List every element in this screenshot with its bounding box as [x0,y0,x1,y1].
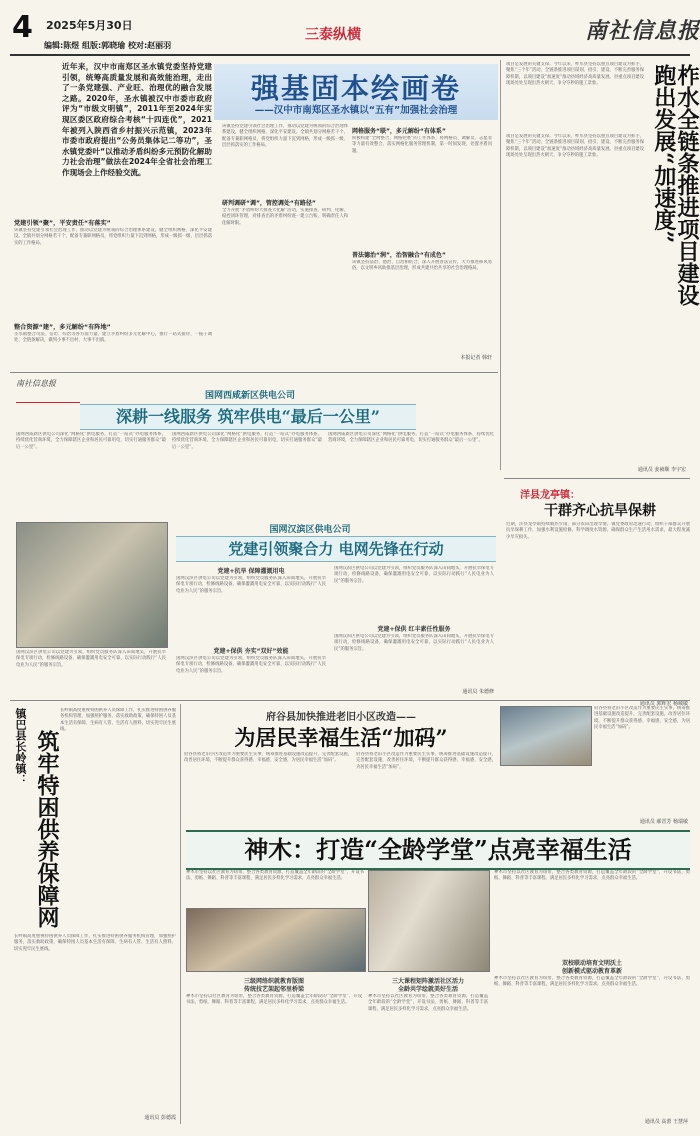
shenmu-sub-1: 三级网络织就教育版图 [243,978,304,985]
lead-col-2: 该镇坚持党建引领社会治理工作，推动以党建为统领的综合治理体系建设，健全组织网格，深化平安建设。全镇共划分网格若干个，配备专兼职网格员，将党组织力量下沉到网格，形成一级抓一级、层层抓落实的工作格局。 [222,124,348,149]
shenmu-credit: 通讯员 高蕾 王慧萍 [644,1119,688,1125]
shenmu-title-bar [186,830,690,870]
section-heading-5: 普法德治“润”，治智融合“有成色” [352,252,446,259]
shenmu-sub-3b: 创新模式驱动教育革新 [561,968,622,975]
section-body-1: 该镇坚持党建引领社会治理工作，推动以党建为统领的综合治理体系建设，健全组织网格，深化平安建设。全镇共划分网格若干个，配备专兼职网格员，将党组织力量下沉到网格，形成一级抓一级、层层抓落实的工作格局。 [14,228,212,246]
hanbin-body-3: 国网汉滨区供电公司以党建为引领，组织党员服务队深入田间地头，开展抗旱保电专项行动，检修线路设备，确保灌溉用电安全可靠，以实际行动践行“人民电业为人民”的服务宗旨。 [334,566,494,584]
shenmu-title: 神木：打造“全龄学堂”点亮幸福生活 [244,835,632,864]
section-body-4: 积极构建“全网整合、网格兜底”的工作体系，将网格员、调解员、志愿者等力量有效整合，落实网格化服务管理机制，第一时间发现、处置矛盾问题。 [352,136,492,154]
hanbin-sub-3: 党建+保供 红丰素任性服务 [377,626,451,633]
zhenba-body-1: 长岭镇高度重视特困供养人员保障工作，扎实推进特困供养服务机构管理，加强照护服务，落实救助政策，确保特困人员基本生活有保障、生病有人管、生活有人照料，切实兜牢民生底线。 [60,708,176,733]
xixian-body-3: 国网西咸新区供电公司深化“网格化”供电服务，打造“一站式”办电服务体系，持续优化营商环境，全力保障辖区企业和居民可靠用电，切实打通服务群众“最后一公里”。 [328,432,494,444]
hanbin-credit: 通讯员 朱德修 [462,689,494,695]
divider-2 [180,704,181,1124]
zhashui-vertical-title: 柞水全链条推进项目建设跑出发展“加速度” [650,64,700,306]
header-rule [10,54,690,56]
hanbin-sub-2: 党建+保供 夯实“双好”效能 [213,648,289,655]
banner-title: 强基固本绘画卷 [250,72,461,105]
lead-credit: 本报记者 韩轩 [460,355,492,361]
mid-calligraphy [16,378,80,403]
edition-name: 三泰纵横 [305,27,361,43]
section-body-2: 圣水镇整合司法、信访、综治等各方面力量，建立矛盾纠纷多元化解中心，推行一站式接待、一揽子调处、全链条解决，做到小事不出村、大事不出镇。 [14,332,212,344]
mid-calligraphy-mark: 南社信息报 [16,379,56,388]
masthead-calligraphy: 南社信息报 [585,18,700,44]
fugu-body-3: 府谷县将老旧小区改造作为重要民生实事，统筹推进基础设施改造提升，完善配套设施，改善居住环境，不断提升群众获得感、幸福感、安全感，为居民幸福生活“加码”。 [594,706,690,731]
lead-intro: 近年来，汉中市南郑区圣水镇党委坚持党建引领，统筹高质量发展和高效能治理，走出了一条党建强、产业旺、治理优的融合发展之路。2020年，圣水镇被汉中市委市政府评为“市级文明镇”，2011年至2024年实现区委区政府综合考核“十四连优”，2021年被列入陕西省乡村振兴示范镇，2023年市委市政府提出“公务员集体记二等功”，圣水镇党委叶“以推动矛盾纠纷多元预防化解助力社会治理”做法在2024年全省社会治理工作现场会上作经验交流。 [62,62,212,177]
river-top-rule [504,478,690,479]
river-credit: 通讯员 郭辉宏 杨城敏 [639,701,688,707]
section-body-5: 该镇坚持法治、德治、自治相结合，深入开展普法宣传，大力推进移风易俗，以文明乡风助推基层治理，形成共建共治共享的社会治理格局。 [352,260,492,272]
fugu-body-1: 府谷县将老旧小区改造作为重要民生实事，统筹推进基础设施改造提升，完善配套设施，改善居住环境，不断提升群众获得感、幸福感、安全感，为居民幸福生活“加码”。 [184,752,352,764]
hanbin-body-4: 国网汉滨区供电公司以党建为引领，组织党员服务队深入田间地头，开展抗旱保电专项行动，检修线路设备，确保灌溉用电安全可靠，以实际行动践行“人民电业为人民”的服务宗旨。 [334,634,494,652]
fugu-kicker: 府谷县加快推进老旧小区改造—— [266,712,416,723]
section-body-3: 全力开展“矛盾纠纷大排查大化解”活动，实施排查、研判、化解、稳控闭环管理，对排查出的矛盾纠纷逐一建立台账，明确责任人和化解时限。 [222,208,348,226]
zhashui-credit: 通讯员 姜祯顺 李宇宏 [637,467,686,473]
hanbin-title [176,536,496,562]
shenmu-sub-3: 双校联动培育文明沃土 [561,960,622,967]
divider-1 [500,60,501,470]
river-headline: 洋县龙亭镇： [520,490,580,501]
shenmu-sub-2b: 全龄共学绘就美好生活 [397,986,458,993]
hanbin-sub-1: 党建+抗旱 保障灌溉用电 [217,568,285,575]
section-heading-3: 研判调研“调”，管控调处“有路径” [222,200,316,207]
xixian-unit: 国网西咸新区供电公司 [204,391,295,401]
shenmu-photo-1 [368,870,490,972]
staff-line: 编辑:陈煜 组版:郭晓瑜 校对:赵丽羽 [44,41,172,50]
zhenba-place: 镇巴县长岭镇： [14,708,27,785]
fugu-title: 为居民幸福生活“加码” [234,725,448,750]
xixian-body-1: 国网西咸新区供电公司深化“网格化”供电服务，打造“一站式”办电服务体系，持续优化营商环境，全力保障辖区企业和居民可靠用电，切实打通服务群众“最后一公里”。 [16,432,166,450]
bottom-top-rule [10,700,690,701]
zhenba-body-2: 长岭镇高度重视特困供养人员保障工作，扎实推进特困供养服务机构管理，加强照护服务，落实救助政策，确保特困人员基本生活有保障、生病有人管、生活有人照料，切实兜牢民生底线。 [14,934,176,952]
zhenba-credit: 通讯员 彭德霞 [144,1115,176,1121]
shenmu-sub-2: 三大课程矩阵激活社区活力 [391,978,464,985]
xixian-title-text: 深耕一线服务 筑牢供电“最后一公里” [116,407,380,426]
issue-date: 2025年5月30日 [46,19,133,32]
mid-top-rule [10,372,498,373]
river-body: 近期，洋县龙亭镇持续晴热少雨，部分农田出现旱情。镇党委政府迅速行动，组织干部群众开展抗旱保耕工作，加强水利设施检修，科学调度水资源，确保群众生产生活用水需求，最大程度减少旱灾损失。 [506,522,690,540]
section-heading-1: 党建引领“聚”，平安责任“有落实” [14,220,111,227]
hanbin-photo [16,522,168,648]
hanbin-caption: 国网汉滨区供电公司以党建为引领，组织党员服务队深入田间地头，开展抗旱保电专项行动，检修线路设备，确保灌溉用电安全可靠，以实际行动践行“人民电业为人民”的服务宗旨。 [16,650,166,668]
fugu-credit: 通讯员 郝晋芳 杨瑞敏 [639,819,688,825]
fugu-photo [500,706,592,766]
hanbin-title-text: 党建引领聚合力 电网先锋在行动 [228,540,444,558]
page-number: 4 [12,10,33,45]
page-header [0,0,700,58]
shenmu-sub-1b: 传统技艺架起邻里桥梁 [243,986,304,993]
zhenba-vertical-title: 筑牢特困供养保障网 [34,730,60,928]
shenmu-photo-2 [186,908,366,972]
shenmu-body-4: 神木市坚持以社区教育为纽带，整合各类教育资源，打造覆盖全年龄段的“全龄学堂”，开设书法、剪纸、舞蹈、科普等丰富课程，满足居民多样化学习需求，点亮群众幸福生活。 [368,994,488,1012]
xixian-title [80,404,416,430]
fugu-body-2: 府谷县将老旧小区改造作为重要民生实事，统筹推进基础设施改造提升，完善配套设施，改善居住环境，不断提升群众获得感、幸福感、安全感，为居民幸福生活“加码”。 [356,752,496,770]
lead-banner [214,64,498,120]
hanbin-body-2: 国网汉滨区供电公司以党建为引领，组织党员服务队深入田间地头，开展抗旱保电专项行动，检修线路设备，确保灌溉用电安全可靠，以实际行动践行“人民电业为人民”的服务宗旨。 [176,656,326,674]
xixian-body-2: 国网西咸新区供电公司深化“网格化”供电服务，打造“一站式”办电服务体系，持续优化营商环境，全力保障辖区企业和居民可靠用电，切实打通服务群众“最后一公里”。 [172,432,322,450]
hanbin-unit: 国网汉滨区供电公司 [269,525,351,535]
banner-subtitle: ——汉中市南郑区圣水镇以“五有”加强社会治理 [254,105,458,116]
river-subheadline: 干群齐心抗旱保耕 [544,503,656,519]
shenmu-body-2: 神木市坚持以社区教育为纽带，整合各类教育资源，打造覆盖全年龄段的“全龄学堂”，开设书法、剪纸、舞蹈、科普等丰富课程，满足居民多样化学习需求，点亮群众幸福生活。 [494,870,690,882]
shenmu-body-3: 神木市坚持以社区教育为纽带，整合各类教育资源，打造覆盖全年龄段的“全龄学堂”，开设书法、剪纸、舞蹈、科普等丰富课程，满足居民多样化学习需求，点亮群众幸福生活。 [186,994,362,1006]
shenmu-body-1: 神木市坚持以社区教育为纽带，整合各类教育资源，打造覆盖全年龄段的“全龄学堂”，开设书法、剪纸、舞蹈、科普等丰富课程，满足居民多样化学习需求，点亮群众幸福生活。 [186,870,364,882]
hanbin-body-1: 国网汉滨区供电公司以党建为引领，组织党员服务队深入田间地头，开展抗旱保电专项行动，检修线路设备，确保灌溉用电安全可靠，以实际行动践行“人民电业为人民”的服务宗旨。 [176,576,326,594]
zhashui-body-2: 项目是发展的关键支撑。今年以来，柞水县坚持以重点项目建设为抓手，聚焦“三个年”活动，全链条推进项目谋划、招引、建设，不断完善服务保障机制，以项目建设“加速度”推动县域经济高质量发展。县重点项目建设现场处处呈现出热火朝天、争分夺秒的施工景象。 [506,134,644,159]
zhashui-body-1: 项目是发展的关键支撑。今年以来，柞水县坚持以重点项目建设为抓手，聚焦“三个年”活动，全链条推进项目谋划、招引、建设，不断完善服务保障机制，以项目建设“加速度”推动县域经济高质量发展。县重点项目建设现场处处呈现出热火朝天、争分夺秒的施工景象。 [506,62,644,87]
section-heading-4: 网格服务“联”，多元解纷“有体系” [352,128,446,135]
shenmu-body-5: 神木市坚持以社区教育为纽带，整合各类教育资源，打造覆盖全年龄段的“全龄学堂”，开设书法、剪纸、舞蹈、科普等丰富课程，满足居民多样化学习需求，点亮群众幸福生活。 [494,976,690,988]
section-heading-2: 整合资源“建”，多元解纷“有阵地” [14,324,111,331]
